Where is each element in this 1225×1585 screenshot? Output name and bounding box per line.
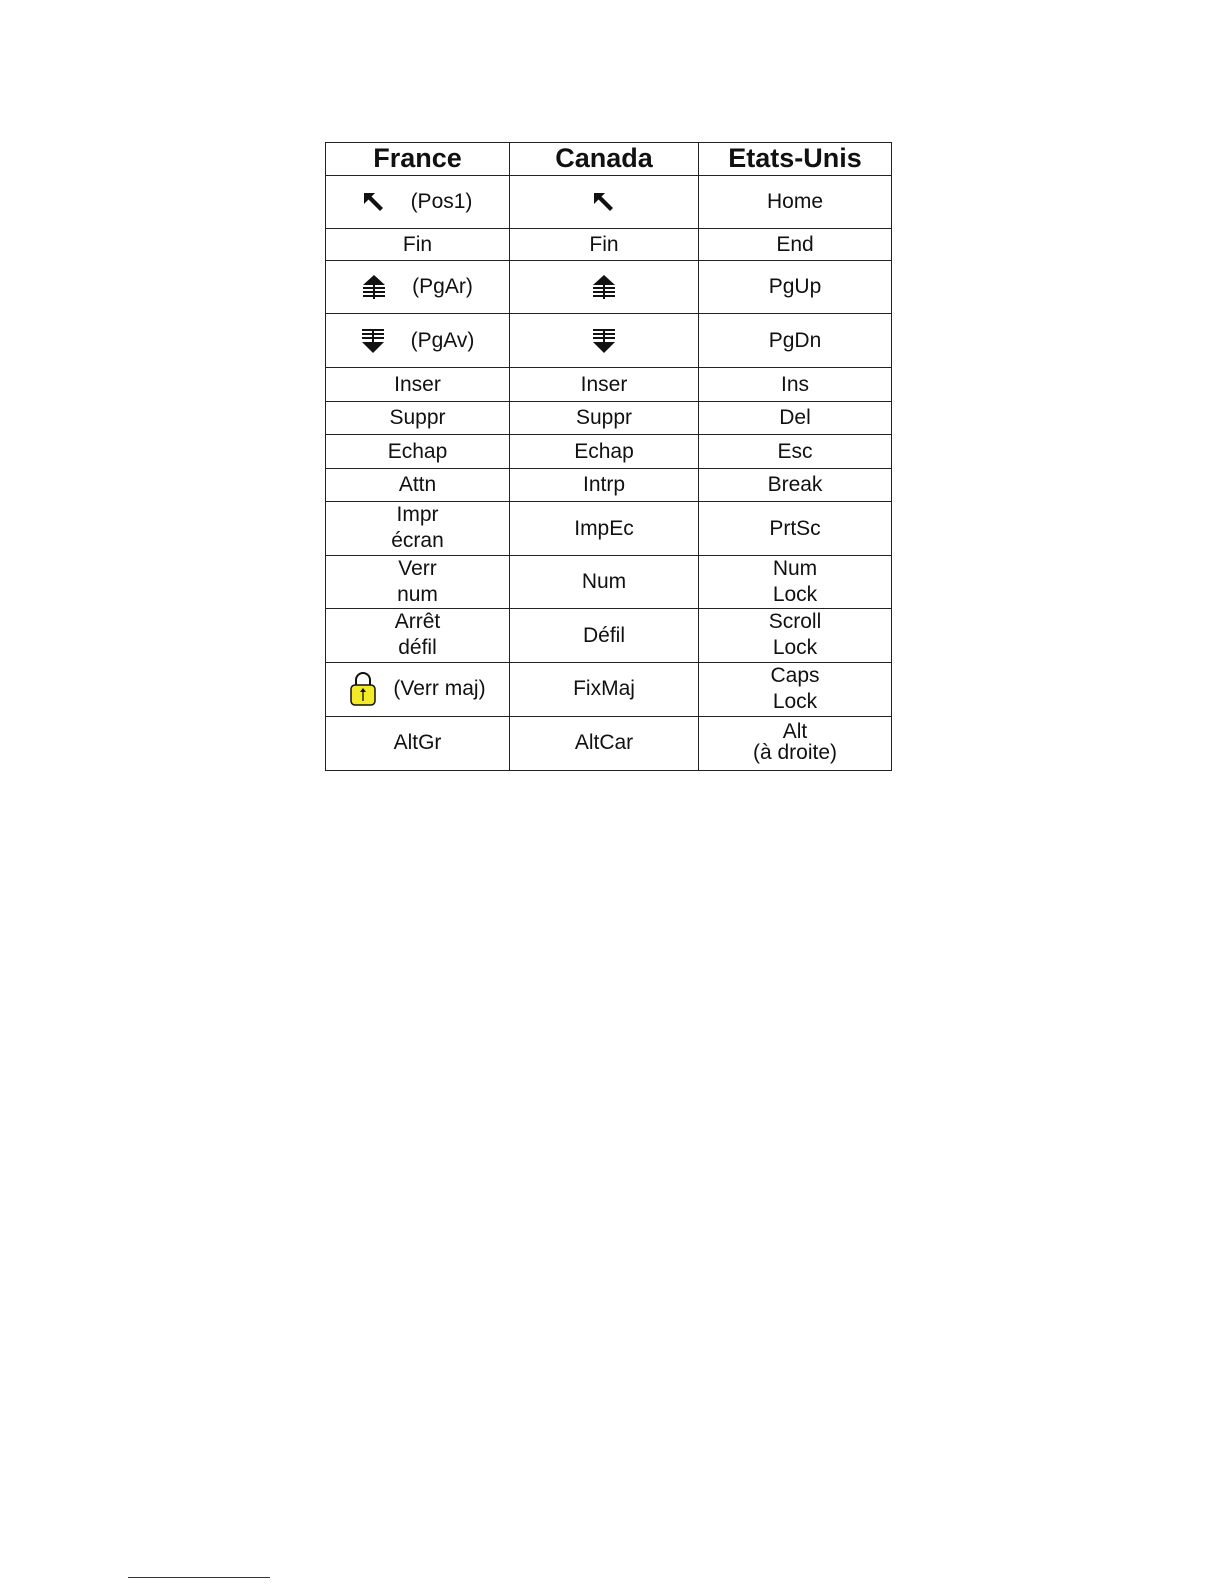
- label-lock-caps: Lock: [772, 690, 818, 713]
- keyboard-key-table: [325, 142, 892, 771]
- header-etats-unis: Etats-Unis: [699, 143, 892, 176]
- label-scroll: Scroll: [768, 610, 822, 633]
- cell-us-scrolllock: [699, 609, 892, 663]
- table-row-prtsc: [326, 502, 892, 556]
- table-row-pgdn: [326, 314, 892, 368]
- cell-france-end: Fin: [326, 229, 510, 261]
- caps-lock-padlock-icon: [349, 671, 377, 707]
- cell-france-del: Suppr: [326, 402, 510, 435]
- page-up-icon: [592, 274, 616, 300]
- cell-france-ins: Inser: [326, 368, 510, 402]
- table-row-scrolllock: [326, 609, 892, 663]
- label-verr-maj: (Verr maj): [393, 677, 486, 701]
- cell-canada-prtsc: ImpEc: [510, 502, 699, 556]
- cell-us-del: Del: [699, 402, 892, 435]
- label-impr: Impr: [396, 503, 439, 526]
- cell-canada-capslock: FixMaj: [510, 662, 699, 716]
- cell-canada-ins: Inser: [510, 368, 699, 402]
- table-row-altgr: [326, 716, 892, 770]
- label-defil: défil: [398, 636, 437, 660]
- label-pos1: (Pos1): [410, 190, 473, 214]
- cell-us-prtsc: PrtSc: [699, 502, 892, 556]
- label-arret: Arrêt: [394, 610, 441, 633]
- cell-canada-pgup: [510, 261, 699, 314]
- label-a-droite: (à droite): [752, 741, 838, 765]
- label-num-us: Num: [772, 556, 818, 580]
- cell-france-pgup: [326, 261, 510, 314]
- table-row-numlock: [326, 555, 892, 609]
- footer-link-underline: [128, 1577, 270, 1578]
- label-ecran: écran: [391, 529, 444, 553]
- table-row-pgup: [326, 261, 892, 314]
- cell-france-pgdn: [326, 314, 510, 368]
- cell-canada-pgdn: [510, 314, 699, 368]
- cell-france-capslock: [326, 662, 510, 716]
- cell-france-scrolllock: [326, 609, 510, 663]
- table-row-break: [326, 469, 892, 502]
- home-arrow-icon: [363, 192, 385, 212]
- label-caps: Caps: [770, 663, 820, 687]
- table-row-ins: [326, 368, 892, 402]
- cell-france-break: Attn: [326, 469, 510, 502]
- label-pgav: (PgAv): [410, 328, 475, 352]
- label-pgar: (PgAr): [412, 275, 473, 299]
- cell-us-pgup: PgUp: [699, 261, 892, 314]
- table-header-row: [326, 143, 892, 176]
- cell-canada-numlock: Num: [510, 555, 699, 609]
- cell-canada-home: [510, 176, 699, 229]
- cell-canada-altgr: AltCar: [510, 716, 699, 770]
- label-lock-scroll: Lock: [772, 636, 818, 660]
- cell-us-altgr: [699, 716, 892, 770]
- cell-canada-scrolllock: Défil: [510, 609, 699, 663]
- cell-canada-break: Intrp: [510, 469, 699, 502]
- label-num: num: [397, 582, 438, 606]
- page-down-icon: [592, 328, 616, 354]
- page-up-icon: [362, 274, 386, 300]
- cell-us-end: End: [699, 229, 892, 261]
- label-verr: Verr: [398, 556, 437, 580]
- cell-france-home: [326, 176, 510, 229]
- header-france: France: [326, 143, 510, 176]
- cell-us-capslock: [699, 662, 892, 716]
- cell-us-break: Break: [699, 469, 892, 502]
- table-row-end: [326, 229, 892, 261]
- cell-us-ins: Ins: [699, 368, 892, 402]
- cell-france-altgr: AltGr: [326, 716, 510, 770]
- label-lock-num: Lock: [772, 582, 818, 606]
- cell-us-home: Home: [699, 176, 892, 229]
- cell-france-prtsc: [326, 502, 510, 556]
- cell-canada-end: Fin: [510, 229, 699, 261]
- cell-us-pgdn: PgDn: [699, 314, 892, 368]
- table-row-esc: [326, 435, 892, 469]
- table-row-home: [326, 176, 892, 229]
- cell-us-numlock: [699, 555, 892, 609]
- cell-canada-del: Suppr: [510, 402, 699, 435]
- page-down-icon: [361, 328, 385, 354]
- cell-us-esc: Esc: [699, 435, 892, 469]
- table-row-del: [326, 402, 892, 435]
- label-alt: Alt: [782, 720, 808, 744]
- cell-canada-esc: Echap: [510, 435, 699, 469]
- cell-france-numlock: [326, 555, 510, 609]
- table-row-capslock: [326, 662, 892, 716]
- cell-france-esc: Echap: [326, 435, 510, 469]
- home-arrow-icon: [593, 192, 615, 212]
- header-canada: Canada: [510, 143, 699, 176]
